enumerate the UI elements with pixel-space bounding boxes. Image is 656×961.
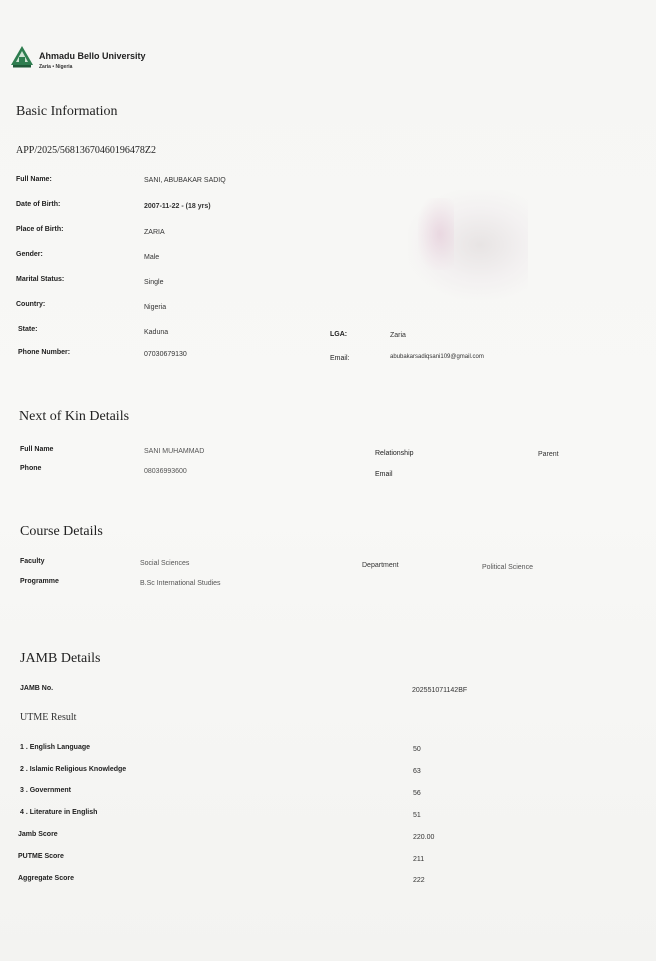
- kin-full-name-label: Full Name: [20, 446, 54, 453]
- faculty-value: Social Sciences: [140, 560, 190, 567]
- programme-label: Programme: [20, 578, 59, 585]
- pob-label: Place of Birth:: [16, 226, 64, 233]
- university-name: Ahmadu Bello University: [39, 51, 146, 61]
- kin-relationship-value: Parent: [538, 451, 559, 458]
- full-name-value: SANI, ABUBAKAR SADIQ: [144, 177, 226, 184]
- university-location: Zaria • Nigeria: [39, 64, 73, 70]
- subject-1-score: 50: [413, 746, 421, 753]
- jamb-no-label: JAMB No.: [20, 685, 54, 692]
- abu-crest-icon: [10, 45, 34, 69]
- state-label: State:: [18, 326, 38, 333]
- faculty-label: Faculty: [20, 558, 45, 565]
- lga-value: Zaria: [390, 332, 406, 339]
- kin-phone-label: Phone: [20, 465, 42, 472]
- kin-phone-value: 08036993600: [144, 468, 187, 475]
- lga-label: LGA:: [330, 331, 348, 338]
- subject-1-label: 1 . English Language: [20, 744, 91, 751]
- pob-value: ZARIA: [144, 229, 165, 236]
- marital-status-label: Marital Status:: [16, 276, 65, 283]
- putme-score-value: 211: [413, 856, 425, 863]
- department-label: Department: [362, 562, 399, 569]
- basic-info-title: Basic Information: [16, 104, 118, 119]
- subject-2-label: 2 . Islamic Religious Knowledge: [20, 766, 127, 773]
- jamb-no-value: 202551071142BF: [412, 687, 468, 694]
- application-number: APP/2025/56813670460196478Z2: [16, 145, 157, 156]
- subject-4-score: 51: [413, 812, 421, 819]
- putme-score-label: PUTME Score: [18, 853, 64, 860]
- aggregate-score-label: Aggregate Score: [18, 875, 75, 882]
- gender-value: Male: [144, 254, 160, 261]
- subject-4-label: 4 . Literature in English: [20, 809, 98, 816]
- kin-relationship-label: Relationship: [375, 450, 414, 457]
- aggregate-score-value: 222: [413, 877, 425, 884]
- gender-label: Gender:: [16, 251, 43, 258]
- country-label: Country:: [16, 301, 46, 308]
- phone-value: 07030679130: [144, 351, 187, 358]
- jamb-score-label: Jamb Score: [18, 831, 58, 838]
- utme-result-title: UTME Result: [20, 712, 77, 723]
- course-details-title: Course Details: [20, 524, 103, 539]
- marital-status-value: Single: [144, 279, 164, 286]
- kin-email-label: Email: [375, 471, 393, 478]
- passport-photo-tint: [418, 198, 454, 270]
- subject-2-score: 63: [413, 768, 421, 775]
- email-label: Email:: [330, 355, 350, 362]
- full-name-label: Full Name:: [16, 176, 52, 183]
- dob-label: Date of Birth:: [16, 201, 61, 208]
- subject-3-score: 56: [413, 790, 421, 797]
- next-of-kin-title: Next of Kin Details: [19, 409, 130, 424]
- email-value: abubakarsadiqsani109@gmail.com: [390, 354, 484, 360]
- jamb-score-value: 220.00: [413, 834, 435, 841]
- phone-label: Phone Number:: [18, 349, 71, 356]
- department-value: Political Science: [482, 564, 533, 571]
- country-value: Nigeria: [144, 304, 167, 311]
- kin-full-name-value: SANI MUHAMMAD: [144, 448, 205, 455]
- state-value: Kaduna: [144, 329, 169, 336]
- programme-value: B.Sc International Studies: [140, 580, 221, 587]
- subject-3-label: 3 . Government: [20, 787, 71, 794]
- dob-value: 2007-11-22 - (18 yrs): [144, 203, 211, 210]
- jamb-details-title: JAMB Details: [20, 651, 101, 666]
